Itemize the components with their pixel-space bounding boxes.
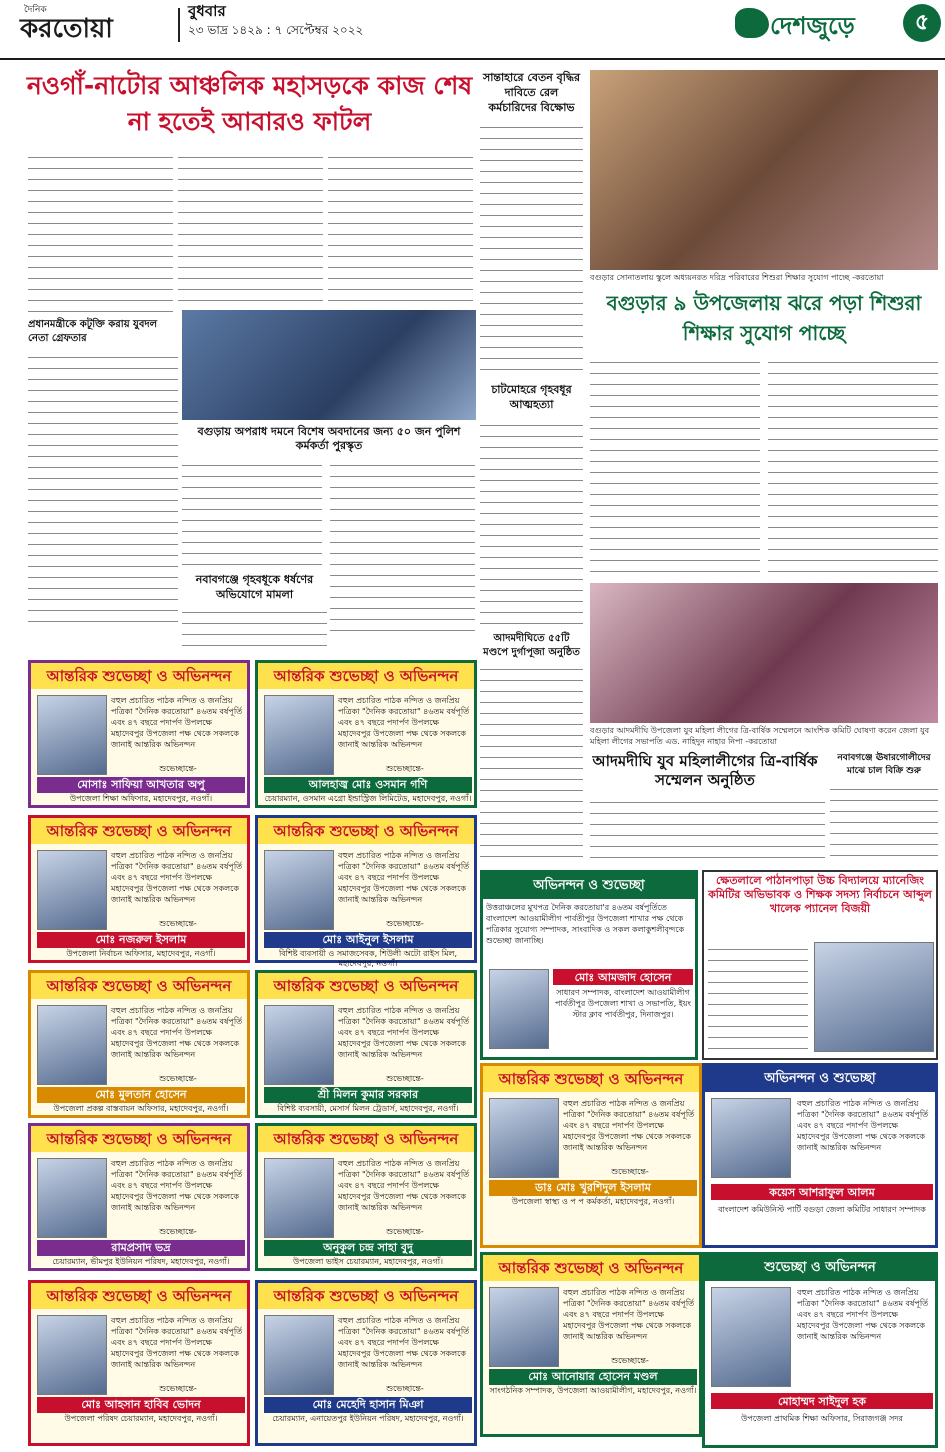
greeting-ad-name: মোঃ আইনুল ইসলাম	[264, 932, 472, 948]
lead-headline: নওগাঁ-নাটোর আঞ্চলিক মহাসড়কে কাজ শেষ না হতেই আবারও ফাটল	[26, 71, 473, 136]
chatmohar-body	[480, 418, 583, 628]
greeting-ad-photo	[264, 695, 334, 775]
greeting-ad-name: অনুকুল চন্দ্র সাহা বুদু	[264, 1240, 472, 1256]
kayes-ad-text: বহুল প্রচারিত পাঠক নন্দিত ও জনপ্রিয় পত্রিকা "দৈনিক করতোয়া" ৪৬তম বর্ষপূর্তি এবং ৪৭ বছরে পদার্পণ উপলক্ষে মহাদেবপুর উপজেলা পক্ষ থেকে সকলকে জানাই আন্তরিক অভিনন্দন	[797, 1099, 929, 1152]
greeting-ad	[28, 970, 250, 1118]
greeting-ad-text: বহুল প্রচারিত পাঠক নন্দিত ও জনপ্রিয় পত্রিকা "দৈনিক করতোয়া" ৪৬তম বর্ষপূর্তি এবং ৪৭ বছরে পদার্পণ উপলক্ষে মহাদেবপুর উপজেলা পক্ষ থেকে সকলকে জানাই আন্তরিক অভিনন্দন	[338, 1006, 470, 1059]
dhupkhali-headline: নবাবগঞ্জে ঊষারগোলীদের মাঝে চাল বিক্রি শুরু	[837, 753, 931, 776]
lead-body-col2	[178, 150, 323, 305]
greeting-ad-photo	[37, 1005, 107, 1085]
greeting-ad-name: মোসাঃ সাফিয়া আখতার অপু	[37, 777, 245, 793]
paper-logo: করতোয়া	[20, 14, 113, 44]
greeting-ad-wish: শুভেচ্ছান্তে-	[386, 1227, 424, 1236]
greeting-ad-text: বহুল প্রচারিত পাঠক নন্দিত ও জনপ্রিয় পত্রিকা "দৈনিক করতোয়া" ৪৬তম বর্ষপূর্তি এবং ৪৭ বছরে পদার্পণ উপলক্ষে মহাদেবপুর উপজেলা পক্ষ থেকে সকলকে জানাই আন্তরিক অভিনন্দন	[111, 1159, 243, 1212]
bangladesh-map-icon	[735, 8, 769, 38]
saidul-ad-title: শুভেচ্ছা ও অভিনন্দন	[705, 1255, 935, 1281]
greeting-ad-wish: শুভেচ্ছান্তে-	[159, 764, 197, 773]
greeting-ad	[255, 660, 477, 808]
greeting-ad-designation: বিশিষ্ট ব্যবসায়ী ও সমাজসেবক, শিউলী অটো রাইস মিল, মহাদেবপুর, নওগাঁ।	[278, 949, 458, 968]
greeting-ad-title: আন্তরিক শুভেচ্ছা ও অভিনন্দন	[31, 973, 247, 999]
masthead	[0, 0, 945, 60]
greeting-ad	[255, 1123, 477, 1271]
greeting-ad-photo	[264, 1158, 334, 1238]
dhupkhali-body	[830, 782, 938, 862]
mohila-headline: আদমদীঘি যুব মহিলালীগের ত্রি-বার্ষিক সম্মেলন অনুষ্ঠিত	[592, 752, 818, 789]
parbatipur-ad-name: মোঃ আমজাদ হোসেন	[553, 969, 693, 985]
schools-photo	[590, 70, 938, 270]
schools-body-col1	[590, 355, 760, 580]
police-body-col1	[182, 458, 322, 568]
pathanpara-body	[708, 942, 808, 1052]
greeting-ad-name: মোঃ নজরুল ইসলাম	[37, 932, 245, 948]
greeting-ad-text: বহুল প্রচারিত পাঠক নন্দিত ও জনপ্রিয় পত্রিকা "দৈনিক করতোয়া" ৪৬তম বর্ষপূর্তি এবং ৪৭ বছরে পদার্পণ উপলক্ষে মহাদেবপুর উপজেলা পক্ষ থেকে সকলকে জানাই আন্তরিক অভিনন্দন	[338, 696, 470, 749]
greeting-ad	[255, 815, 477, 968]
greeting-ad	[480, 1063, 702, 1248]
chatmohar-headline: চাটমোহরে গৃহবধূর আত্মহত্যা	[491, 383, 572, 411]
saidul-ad	[702, 1252, 938, 1448]
greeting-ad-photo	[264, 850, 334, 930]
greeting-ad-wish: শুভেচ্ছান্তে-	[159, 1227, 197, 1236]
parbatipur-ad-photo	[489, 969, 549, 1049]
greeting-ad-title: আন্তরিক শুভেচ্ছা ও অভিনন্দন	[258, 1126, 474, 1152]
police-photo	[182, 310, 476, 420]
greeting-ad-photo	[489, 1287, 559, 1367]
santahar-headline: সান্তাহারে বেতন বৃদ্ধির দাবিতে রেল কর্মচারিদের বিক্ষোভ	[482, 71, 581, 114]
greeting-ad-text: বহুল প্রচারিত পাঠক নন্দিত ও জনপ্রিয় পত্রিকা "দৈনিক করতোয়া" ৪৬তম বর্ষপূর্তি এবং ৪৭ বছরে পদার্পণ উপলক্ষে মহাদেবপুর উপজেলা পক্ষ থেকে সকলকে জানাই আন্তরিক অভিনন্দন	[111, 1006, 243, 1059]
greeting-ad-photo	[37, 1315, 107, 1395]
puja-body	[480, 662, 583, 862]
greeting-ad-wish: শুভেচ্ছান্তে-	[159, 1074, 197, 1083]
mohila-caption: বগুড়ার আদমদীঘি উপজেলা যুব মহিলা লীগের ত্রি-বার্ষিক সম্মেলনে আংশিক কমিটি ঘোষণা করেন জেলা যুব মহিলা লীগের সভাপতি এড. নাহিদুন নাহার নিপা -করতোয়া	[590, 726, 930, 746]
puja-headline: আদমদীঘিতে ৫৫টি মণ্ডপে দুর্গাপূজা অনুষ্ঠিত	[483, 633, 580, 658]
greeting-ad-title: আন্তরিক শুভেচ্ছা ও অভিনন্দন	[31, 1126, 247, 1152]
greeting-ad-designation: উপজেলা পরিষদ চেয়ারম্যান, মহাদেবপুর, নওগাঁ।	[64, 1414, 218, 1423]
lead-body-col3	[328, 150, 473, 305]
police-body-col2	[330, 458, 475, 638]
mohila-photo	[590, 583, 938, 723]
mohila-body	[590, 795, 825, 865]
greeting-ad-name: মোঃ আনোয়ার হোসেন মণ্ডল	[489, 1369, 697, 1385]
parbatipur-ad	[480, 870, 698, 1060]
greeting-ad-photo	[37, 1158, 107, 1238]
greeting-ad-text: বহুল প্রচারিত পাঠক নন্দিত ও জনপ্রিয় পত্রিকা "দৈনিক করতোয়া" ৪৬তম বর্ষপূর্তি এবং ৪৭ বছরে পদার্পণ উপলক্ষে মহাদেবপুর উপজেলা পক্ষ থেকে সকলকে জানাই আন্তরিক অভিনন্দন	[338, 851, 470, 904]
pm-headline: প্রধানমন্ত্রীকে কটূক্তি করায় যুবদল নেতা গ্রেফতার	[28, 319, 158, 344]
greeting-ad	[28, 1280, 250, 1446]
kayes-ad-name: কয়েস আশরাফুল আলম	[711, 1184, 933, 1200]
greeting-ad-designation: উপজেলা প্রকল্প বাস্তবায়ন অফিসার, মহাদেবপুর, নওগাঁ।	[53, 1104, 229, 1113]
greeting-ad-text: বহুল প্রচারিত পাঠক নন্দিত ও জনপ্রিয় পত্রিকা "দৈনিক করতোয়া" ৪৬তম বর্ষপূর্তি এবং ৪৭ বছরে পদার্পণ উপলক্ষে মহাদেবপুর উপজেলা পক্ষ থেকে সকলকে জানাই আন্তরিক অভিনন্দন	[111, 851, 243, 904]
greeting-ad-text: বহুল প্রচারিত পাঠক নন্দিত ও জনপ্রিয় পত্রিকা "দৈনিক করতোয়া" ৪৬তম বর্ষপূর্তি এবং ৪৭ বছরে পদার্পণ উপলক্ষে মহাদেবপুর উপজেলা পক্ষ থেকে সকলকে জানাই আন্তরিক অভিনন্দন	[338, 1159, 470, 1212]
greeting-ad-title: আন্তরিক শুভেচ্ছা ও অভিনন্দন	[483, 1066, 699, 1092]
parbatipur-ad-designation: সাধারণ সম্পাদক, বাংলাদেশ আওয়ামীলীগ পার্বতীপুর উপজেলা শাখা ও সভাপতি, ইয়ং স্টার ক্লাব পার্বতীপুর, দিনাজপুর।	[554, 988, 692, 1019]
kayes-ad-title: অভিনন্দন ও শুভেচ্ছা	[705, 1066, 935, 1092]
greeting-ad-photo	[37, 695, 107, 775]
saidul-ad-designation: উপজেলা প্রাথমিক শিক্ষা অফিসার, সিরাজগঞ্জ সদর	[741, 1414, 903, 1423]
greeting-ad-title: আন্তরিক শুভেচ্ছা ও অভিনন্দন	[483, 1255, 699, 1281]
greeting-ad-designation: উপজেলা স্বাস্থ্য ও প প কর্মকর্তা, মহাদেবপুর, নওগাঁ।	[511, 1197, 675, 1206]
kayes-ad-photo	[711, 1098, 791, 1178]
nawabganj-headline: নবাবগঞ্জে গৃহবধূকে ধর্ষণের অভিযোগে মামলা	[195, 573, 314, 601]
greeting-ad-title: আন্তরিক শুভেচ্ছা ও অভিনন্দন	[31, 818, 247, 844]
greeting-ad	[28, 1123, 250, 1271]
greeting-ad-name: আলহাজ্ব মোঃ ওসমান গণি	[264, 777, 472, 793]
kayes-ad-designation: বাংলাদেশ কমিউনিস্ট পার্টি বগুড়া জেলা কমিটির সাধারণ সম্পাদক	[718, 1205, 926, 1214]
greeting-ad-wish: শুভেচ্ছান্তে-	[159, 1384, 197, 1393]
saidul-ad-name: মোহাম্মদ সাইদুল হক	[711, 1393, 933, 1409]
schools-body-col2	[768, 355, 938, 580]
greeting-ad-name: শ্রী মিলন কুমার সরকার	[264, 1087, 472, 1103]
masthead-divider	[178, 8, 180, 42]
parbatipur-ad-title: অভিনন্দন ও শুভেচ্ছা	[483, 873, 695, 899]
greeting-ad-title: আন্তরিক শুভেচ্ছা ও অভিনন্দন	[31, 1283, 247, 1309]
greeting-ad-title: আন্তরিক শুভেচ্ছা ও অভিনন্দন	[31, 663, 247, 689]
greeting-ad-wish: শুভেচ্ছান্তে-	[386, 1384, 424, 1393]
greeting-ad-text: বহুল প্রচারিত পাঠক নন্দিত ও জনপ্রিয় পত্রিকা "দৈনিক করতোয়া" ৪৬তম বর্ষপূর্তি এবং ৪৭ বছরে পদার্পণ উপলক্ষে মহাদেবপুর উপজেলা পক্ষ থেকে সকলকে জানাই আন্তরিক অভিনন্দন	[563, 1099, 695, 1152]
greeting-ad-wish: শুভেচ্ছান্তে-	[386, 1074, 424, 1083]
greeting-ad-photo	[264, 1315, 334, 1395]
greeting-ad-designation: চেয়ারম্যান, ভীমপুর ইউনিয়ন পরিষদ, মহাদেবপুর, নওগাঁ।	[52, 1257, 230, 1266]
greeting-ad-text: বহুল প্রচারিত পাঠক নন্দিত ও জনপ্রিয় পত্রিকা "দৈনিক করতোয়া" ৪৬তম বর্ষপূর্তি এবং ৪৭ বছরে পদার্পণ উপলক্ষে মহাদেবপুর উপজেলা পক্ষ থেকে সকলকে জানাই আন্তরিক অভিনন্দন	[111, 1316, 243, 1369]
greeting-ad-title: আন্তরিক শুভেচ্ছা ও অভিনন্দন	[258, 973, 474, 999]
santahar-body	[480, 120, 583, 380]
greeting-ad-designation: সাংগঠনিক সম্পাদক, উপজেলা আওয়ামীলীগ, মহাদেবপুর, নওগাঁ।	[489, 1386, 697, 1395]
weekday: বুধবার	[188, 2, 226, 20]
greeting-ad-title: আন্তরিক শুভেচ্ছা ও অভিনন্দন	[258, 1283, 474, 1309]
greeting-ad-text: বহুল প্রচারিত পাঠক নন্দিত ও জনপ্রিয় পত্রিকা "দৈনিক করতোয়া" ৪৬তম বর্ষপূর্তি এবং ৪৭ বছরে পদার্পণ উপলক্ষে মহাদেবপুর উপজেলা পক্ষ থেকে সকলকে জানাই আন্তরিক অভিনন্দন	[338, 1316, 470, 1369]
greeting-ad-wish: শুভেচ্ছান্তে-	[386, 764, 424, 773]
schools-headline: বগুড়ার ৯ উপজেলায় ঝরে পড়া শিশুরা শিক্ষার সুযোগ পাচ্ছে	[606, 291, 922, 345]
saidul-ad-text: বহুল প্রচারিত পাঠক নন্দিত ও জনপ্রিয় পত্রিকা "দৈনিক করতোয়া" ৪৬তম বর্ষপূর্তি এবং ৪৭ বছরে পদার্পণ উপলক্ষে মহাদেবপুর উপজেলা পক্ষ থেকে সকলকে জানাই আন্তরিক অভিনন্দন	[797, 1288, 929, 1341]
greeting-ad-wish: শুভেচ্ছান্তে-	[611, 1356, 649, 1365]
greeting-ad-name: ডাঃ মোঃ খুরশিদুল ইসলাম	[489, 1180, 697, 1196]
greeting-ad-wish: শুভেচ্ছান্তে-	[611, 1167, 649, 1176]
greeting-ad-designation: বিশিষ্ট ব্যবসায়ী, মেসার্স মিলন ট্রেডার্স, মহাদেবপুর, নওগাঁ।	[277, 1104, 459, 1113]
paper-prefix: দৈনিক	[24, 5, 47, 15]
greeting-ad-title: আন্তরিক শুভেচ্ছা ও অভিনন্দন	[258, 818, 474, 844]
greeting-ad	[28, 660, 250, 808]
pathanpara-headline: ক্ষেতলালে পাঠানপাড়া উচ্চ বিদ্যালয়ে ম্যানেজিং কমিটির অভিভাবক ও শিক্ষক সদস্য নির্বাচনে আব্দুল খালেক প্যানেল বিজয়ী	[708, 874, 932, 915]
greeting-ad	[255, 1280, 477, 1446]
greeting-ad-title: আন্তরিক শুভেচ্ছা ও অভিনন্দন	[258, 663, 474, 689]
greeting-ad-designation: উপজেলা ভাইস চেয়ারম্যান, মহাদেবপুর, নওগাঁ।	[293, 1257, 443, 1266]
lead-body-col1	[28, 150, 173, 320]
greeting-ad-photo	[264, 1005, 334, 1085]
greeting-ad-designation: চেয়ারম্যান, ওসমান এগ্রো ইন্ডাস্ট্রিজ লিমিটেড, মহাদেবপুর, নওগাঁ।	[264, 794, 472, 803]
greeting-ad-name: মোঃ মেহেদি হাসান মিঞা	[264, 1397, 472, 1413]
greeting-ad-photo	[489, 1098, 559, 1178]
pathanpara-photo	[814, 942, 934, 1052]
greeting-ad-name: মোঃ আহসান হাবিব ভোদন	[37, 1397, 245, 1413]
greeting-ad-photo	[37, 850, 107, 930]
greeting-ad-name: রামপ্রসাদ ভদ্র	[37, 1240, 245, 1256]
pm-body	[28, 350, 178, 630]
nawabganj-body	[182, 605, 327, 653]
greeting-ad	[480, 1252, 702, 1437]
page-number: ৫	[903, 4, 941, 42]
greeting-ad-designation: উপজেলা নির্বাচন অফিসার, মহাদেবপুর, নওগাঁ।	[66, 949, 216, 958]
parbatipur-ad-text: উত্তরাঞ্চলের মুখপত্র দৈনিক করতোয়া'র ৪৬তম বর্ষপূর্তিতে বাংলাদেশ আওয়ামীলীগ পার্বতীপুর উপজেলা শাখার পক্ষ থেকে পত্রিকার সুযোগ্য সম্পাদক, সাংবাদিক ও সকল কলাকুশলীবৃন্দকে শুভেচ্ছা জানাচ্ছি।	[486, 903, 685, 945]
section-title: দেশজুড়ে	[770, 12, 855, 40]
greeting-ad-designation: চেয়ারম্যান, এনায়েতপুর ইউনিয়ন পরিষদ, মহাদেবপুর, নওগাঁ।	[272, 1414, 464, 1423]
pathanpara-box	[702, 870, 938, 1060]
saidul-ad-photo	[711, 1287, 791, 1387]
issue-date: ২৩ ভাদ্র ১৪২৯ : ৭ সেপ্টেম্বর ২০২২	[188, 23, 364, 37]
greeting-ad-name: মোঃ মুলতান হোসেন	[37, 1087, 245, 1103]
schools-caption: বগুড়ার সোনাতলায় স্কুলে অধ্যয়নরত দরিদ্র পরিবারের শিশুরা শিক্ষার সুযোগ পাচ্ছে -করতোয়া	[590, 273, 884, 282]
greeting-ad-wish: শুভেচ্ছান্তে-	[159, 919, 197, 928]
greeting-ad-wish: শুভেচ্ছান্তে-	[386, 919, 424, 928]
greeting-ad	[255, 970, 477, 1118]
greeting-ad-text: বহুল প্রচারিত পাঠক নন্দিত ও জনপ্রিয় পত্রিকা "দৈনিক করতোয়া" ৪৬তম বর্ষপূর্তি এবং ৪৭ বছরে পদার্পণ উপলক্ষে মহাদেবপুর উপজেলা পক্ষ থেকে সকলকে জানাই আন্তরিক অভিনন্দন	[563, 1288, 695, 1341]
greeting-ad-text: বহুল প্রচারিত পাঠক নন্দিত ও জনপ্রিয় পত্রিকা "দৈনিক করতোয়া" ৪৬তম বর্ষপূর্তি এবং ৪৭ বছরে পদার্পণ উপলক্ষে মহাদেবপুর উপজেলা পক্ষ থেকে সকলকে জানাই আন্তরিক অভিনন্দন	[111, 696, 243, 749]
police-headline: বগুড়ায় অপরাধ দমনে বিশেষ অবদানের জন্য ৫০ জন পুলিশ কর্মকর্তা পুরস্কৃত	[197, 425, 461, 452]
kayes-ad	[702, 1063, 938, 1248]
greeting-ad	[28, 815, 250, 963]
greeting-ad-designation: উপজেলা শিক্ষা অফিসার, মহাদেবপুর, নওগাঁ।	[69, 794, 213, 803]
